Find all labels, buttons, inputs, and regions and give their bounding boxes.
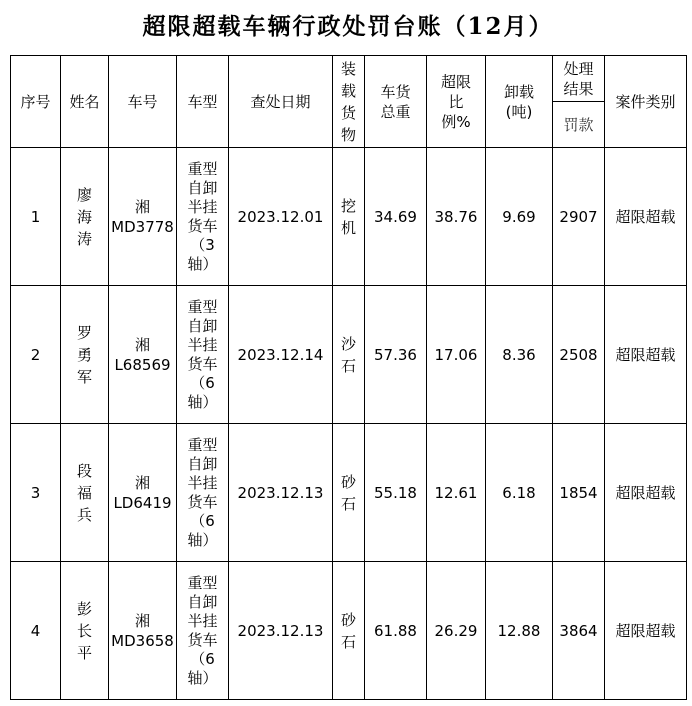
cell-vehicle-type: 重型自卸半挂货车（6轴） [177, 424, 229, 562]
cell-fine: 2508 [553, 286, 605, 424]
cell-plate: 湘 L68569 [109, 286, 177, 424]
table-row [11, 562, 687, 700]
cell-unloaded: 6.18 [486, 424, 553, 562]
cell-cargo: 沙石 [333, 286, 365, 424]
table-row [11, 148, 687, 286]
cell-vehicle-type: 重型自卸半挂货车（6轴） [177, 286, 229, 424]
cell-name: 廖海涛 [61, 148, 109, 286]
cell-fine: 3864 [553, 562, 605, 700]
cell-category: 超限超载 [605, 286, 687, 424]
cell-cargo: 砂石 [333, 424, 365, 562]
cell-category: 超限超载 [605, 148, 687, 286]
header-fine: 罚款 [553, 102, 605, 148]
header-cargo: 装载货物 [333, 56, 365, 148]
header-result: 处理结果 [553, 56, 605, 102]
cell-cargo: 砂石 [333, 562, 365, 700]
cell-seq: 3 [11, 424, 61, 562]
cell-gross-weight: 55.18 [365, 424, 427, 562]
header-date: 查处日期 [229, 56, 333, 148]
cell-plate: 湘 LD6419 [109, 424, 177, 562]
cell-seq: 4 [11, 562, 61, 700]
cell-seq: 2 [11, 286, 61, 424]
cell-overload-ratio: 12.61 [427, 424, 486, 562]
cell-date: 2023.12.13 [229, 562, 333, 700]
header-overload-ratio: 超限比例% [427, 56, 486, 148]
cell-category: 超限超载 [605, 424, 687, 562]
cell-date: 2023.12.01 [229, 148, 333, 286]
cell-overload-ratio: 26.29 [427, 562, 486, 700]
header-seq: 序号 [11, 56, 61, 148]
cell-gross-weight: 57.36 [365, 286, 427, 424]
cell-overload-ratio: 38.76 [427, 148, 486, 286]
cell-date: 2023.12.13 [229, 424, 333, 562]
cell-plate: 湘 MD3658 [109, 562, 177, 700]
table-row [11, 286, 687, 424]
cell-vehicle-type: 重型自卸半挂货车（3轴） [177, 148, 229, 286]
cell-overload-ratio: 17.06 [427, 286, 486, 424]
cell-fine: 2907 [553, 148, 605, 286]
cell-vehicle-type: 重型自卸半挂货车（6轴） [177, 562, 229, 700]
header-category: 案件类别 [605, 56, 687, 148]
cell-unloaded: 12.88 [486, 562, 553, 700]
cell-name: 段福兵 [61, 424, 109, 562]
penalty-ledger-table [10, 55, 687, 700]
header-name: 姓名 [61, 56, 109, 148]
table-row [11, 424, 687, 562]
cell-cargo: 挖机 [333, 148, 365, 286]
cell-name: 彭长平 [61, 562, 109, 700]
cell-category: 超限超载 [605, 562, 687, 700]
header-plate: 车号 [109, 56, 177, 148]
cell-gross-weight: 34.69 [365, 148, 427, 286]
cell-unloaded: 8.36 [486, 286, 553, 424]
cell-date: 2023.12.14 [229, 286, 333, 424]
cell-fine: 1854 [553, 424, 605, 562]
cell-gross-weight: 61.88 [365, 562, 427, 700]
header-vehicle-type: 车型 [177, 56, 229, 148]
cell-name: 罗勇军 [61, 286, 109, 424]
header-unloaded: 卸载(吨) [486, 56, 553, 148]
cell-plate: 湘 MD3778 [109, 148, 177, 286]
header-gross-weight: 车货总重 [365, 56, 427, 148]
cell-unloaded: 9.69 [486, 148, 553, 286]
cell-seq: 1 [11, 148, 61, 286]
page-title: 超限超载车辆行政处罚台账（12月） [142, 13, 554, 40]
